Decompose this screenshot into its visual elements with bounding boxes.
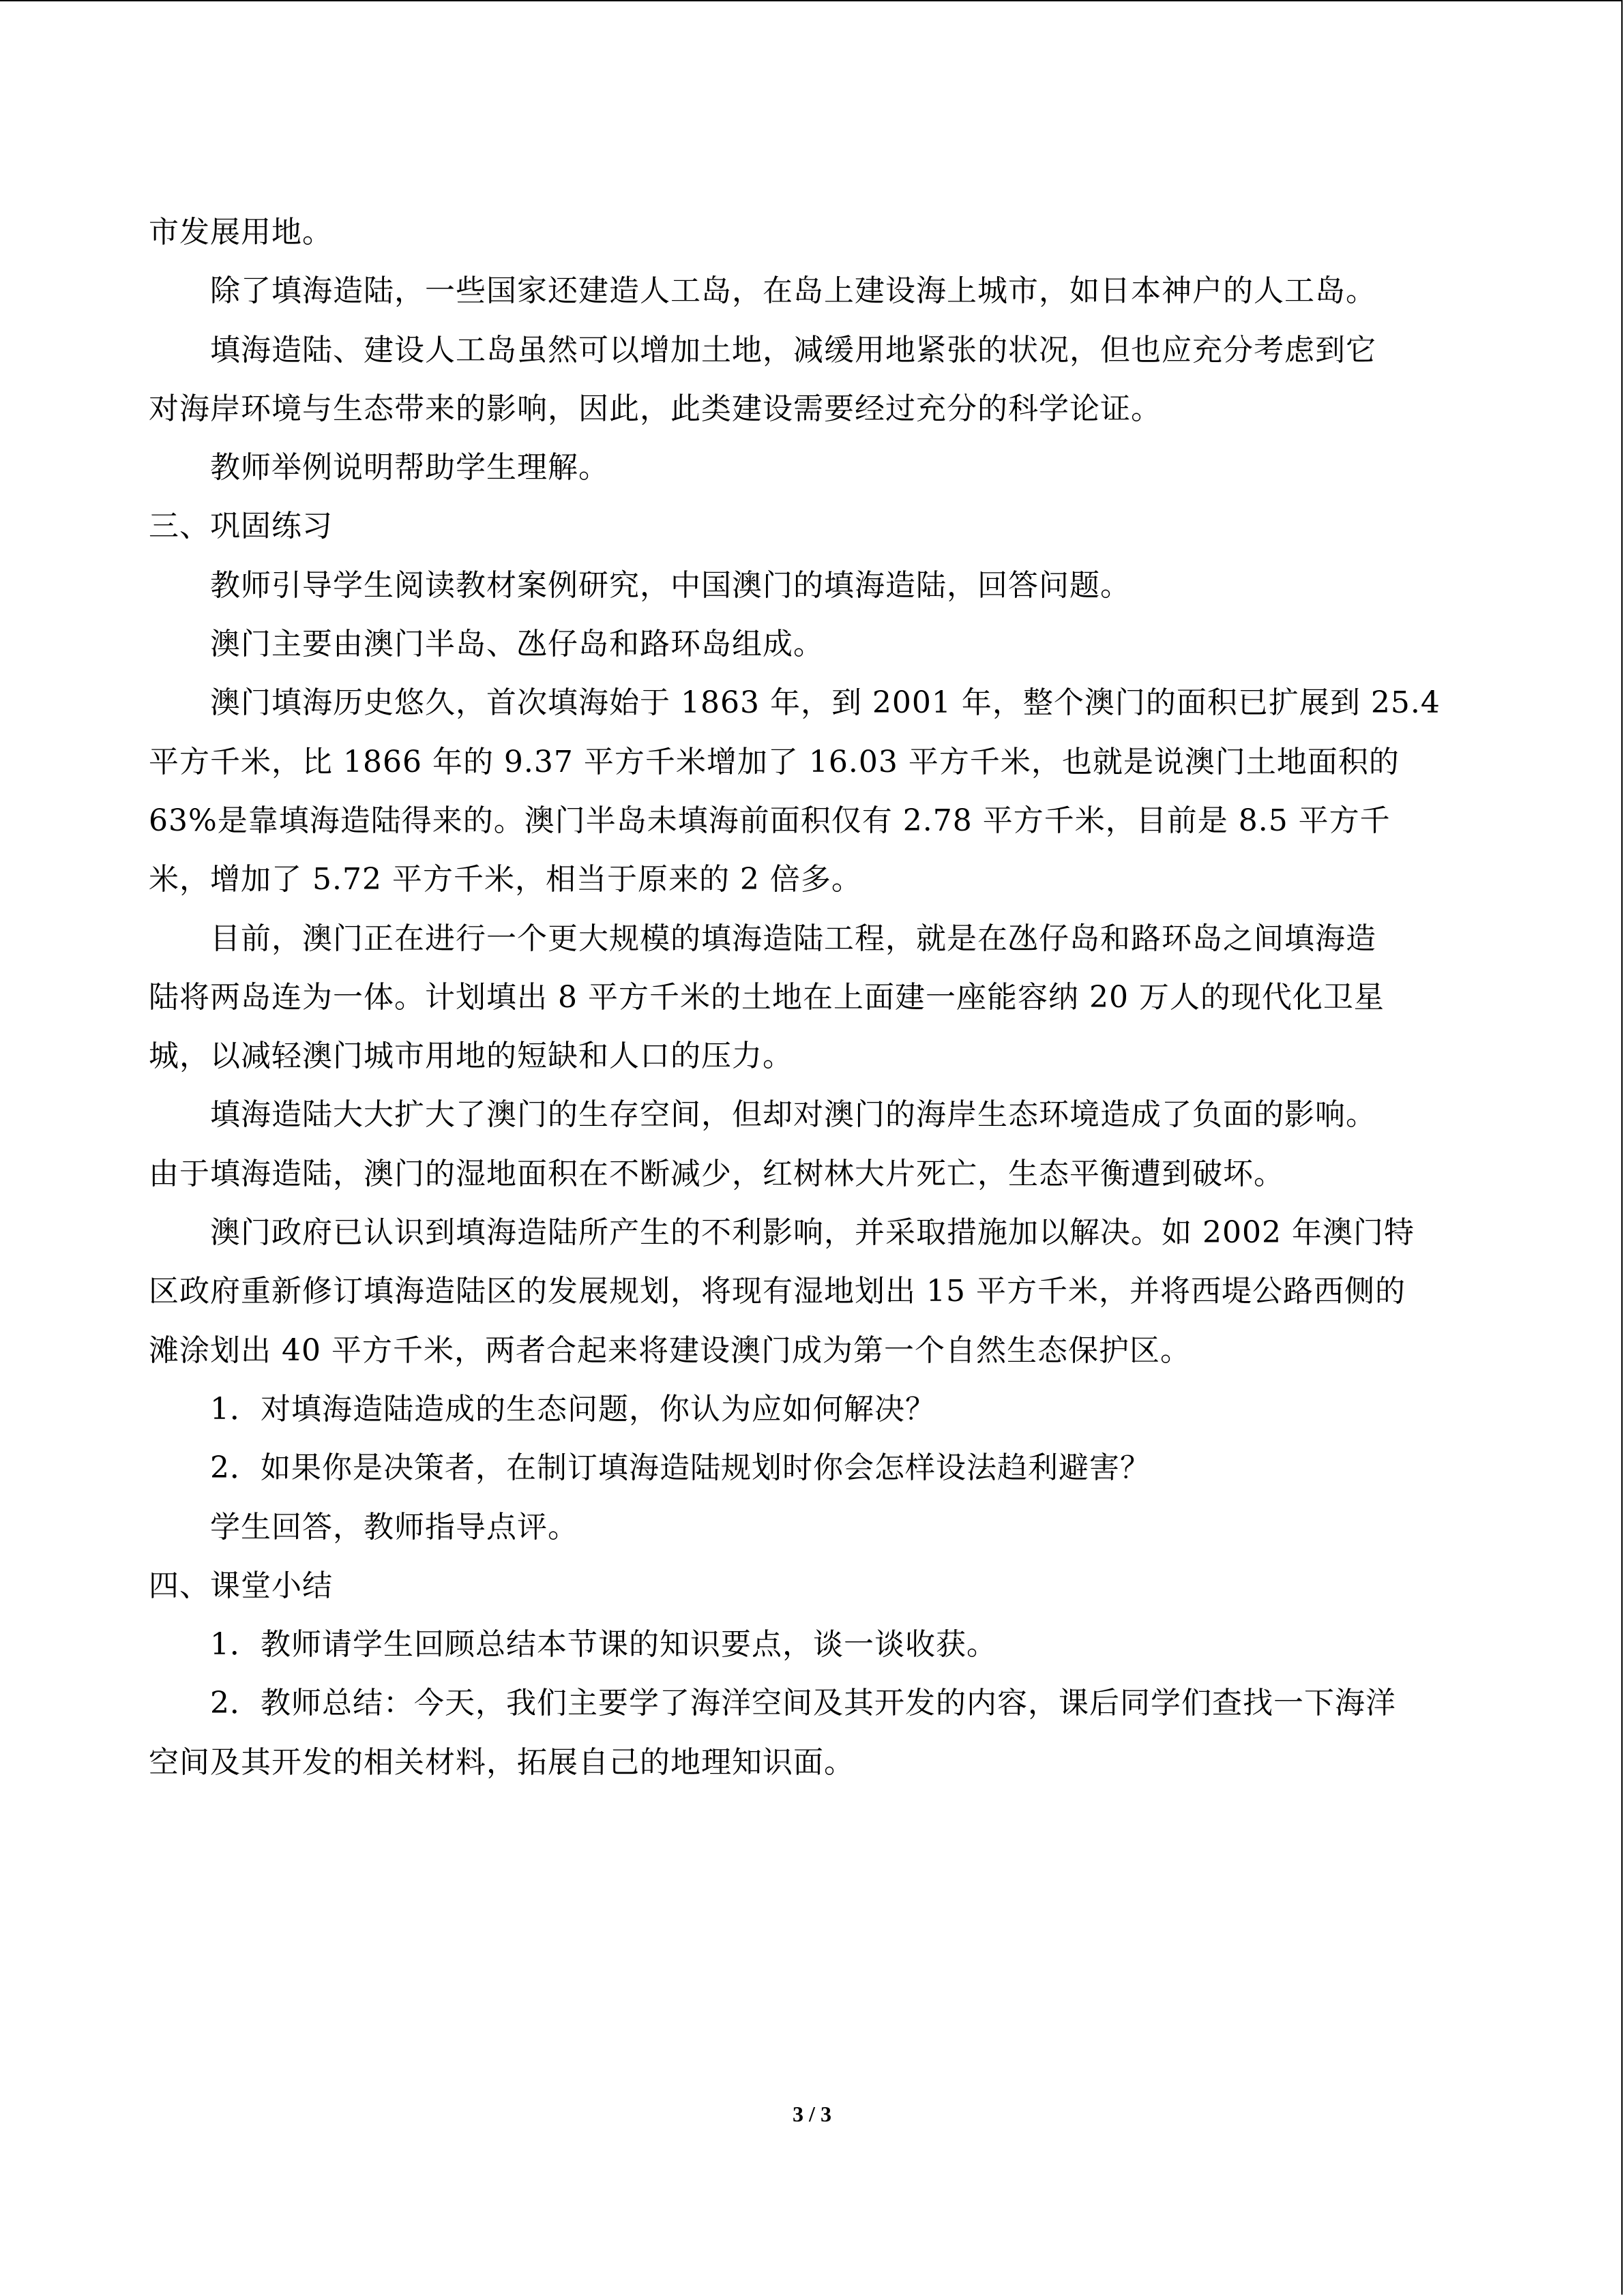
text-line: 教师引导学生阅读教材案例研究，中国澳门的填海造陆，回答问题。	[210, 567, 1131, 603]
text-line: 陆将两岛连为一体。计划填出 8 平方千米的土地在上面建一座能容纳 20 万人的现代化卫星	[149, 979, 1385, 1015]
text-line: 平方千米，比 1866 年的 9.37 平方千米增加了 16.03 平方千米，也就是说澳门土地面积的	[149, 744, 1400, 779]
text-line: 学生回答，教师指导点评。	[210, 1509, 578, 1545]
text-line: 澳门填海历史悠久，首次填海始于 1863 年，到 2001 年，整个澳门的面积已扩展到 25.4	[210, 685, 1441, 721]
text-line: 市发展用地。	[149, 215, 333, 250]
text-line: 教师举例说明帮助学生理解。	[210, 450, 609, 486]
text-line: 2．教师总结：今天，我们主要学了海洋空间及其开发的内容，课后同学们查找一下海洋	[210, 1686, 1396, 1721]
text-line: 区政府重新修订填海造陆区的发展规划，将现有湿地划出 15 平方千米，并将西堤公路西侧的	[149, 1274, 1406, 1309]
text-line: 63%是靠填海造陆得来的。澳门半岛未填海前面积仅有 2.78 平方千米，目前是 8.5 平方千	[149, 803, 1391, 838]
text-line: 由于填海造陆，澳门的湿地面积在不断减少，红树林大片死亡，生态平衡遭到破坏。	[149, 1156, 1284, 1191]
text-line: 米，增加了 5.72 平方千米，相当于原来的 2 倍多。	[149, 862, 862, 897]
text-line: 2．如果你是决策者，在制订填海造陆规划时你会怎样设法趋利避害？	[210, 1450, 1151, 1486]
text-line: 目前，澳门正在进行一个更大规模的填海造陆工程，就是在氹仔岛和路环岛之间填海造	[210, 921, 1376, 956]
document-body	[149, 203, 1486, 1792]
text-line: 空间及其开发的相关材料，拓展自己的地理知识面。	[149, 1744, 855, 1780]
text-line: 1．教师请学生回顾总结本节课的知识要点，谈一谈收获。	[210, 1627, 997, 1663]
text-line: 城，以减轻澳门城市用地的短缺和人口的压力。	[149, 1039, 793, 1074]
text-line: 填海造陆大大扩大了澳门的生存空间，但却对澳门的海岸生态环境造成了负面的影响。	[210, 1097, 1376, 1133]
text-line: 四、课堂小结	[149, 1568, 333, 1603]
text-line: 滩涂划出 40 平方千米，两者合起来将建设澳门成为第一个自然生态保护区。	[149, 1332, 1191, 1368]
text-line: 对海岸环境与生态带来的影响，因此，此类建设需要经过充分的科学论证。	[149, 391, 1162, 426]
text-line: 澳门政府已认识到填海造陆所产生的不利影响，并采取措施加以解决。如 2002 年澳门特	[210, 1215, 1415, 1251]
text-line: 三、巩固练习	[149, 509, 333, 544]
text-line: 澳门主要由澳门半岛、氹仔岛和路环岛组成。	[210, 627, 824, 662]
text-line: 除了填海造陆，一些国家还建造人工岛，在岛上建设海上城市，如日本神户的人工岛。	[210, 273, 1376, 309]
text-line: 1．对填海造陆造成的生态问题，你认为应如何解决？	[210, 1391, 936, 1427]
page-number: 3 / 3	[793, 2102, 831, 2126]
text-line: 填海造陆、建设人工岛虽然可以增加土地，减缓用地紧张的状况，但也应充分考虑到它	[210, 332, 1376, 368]
